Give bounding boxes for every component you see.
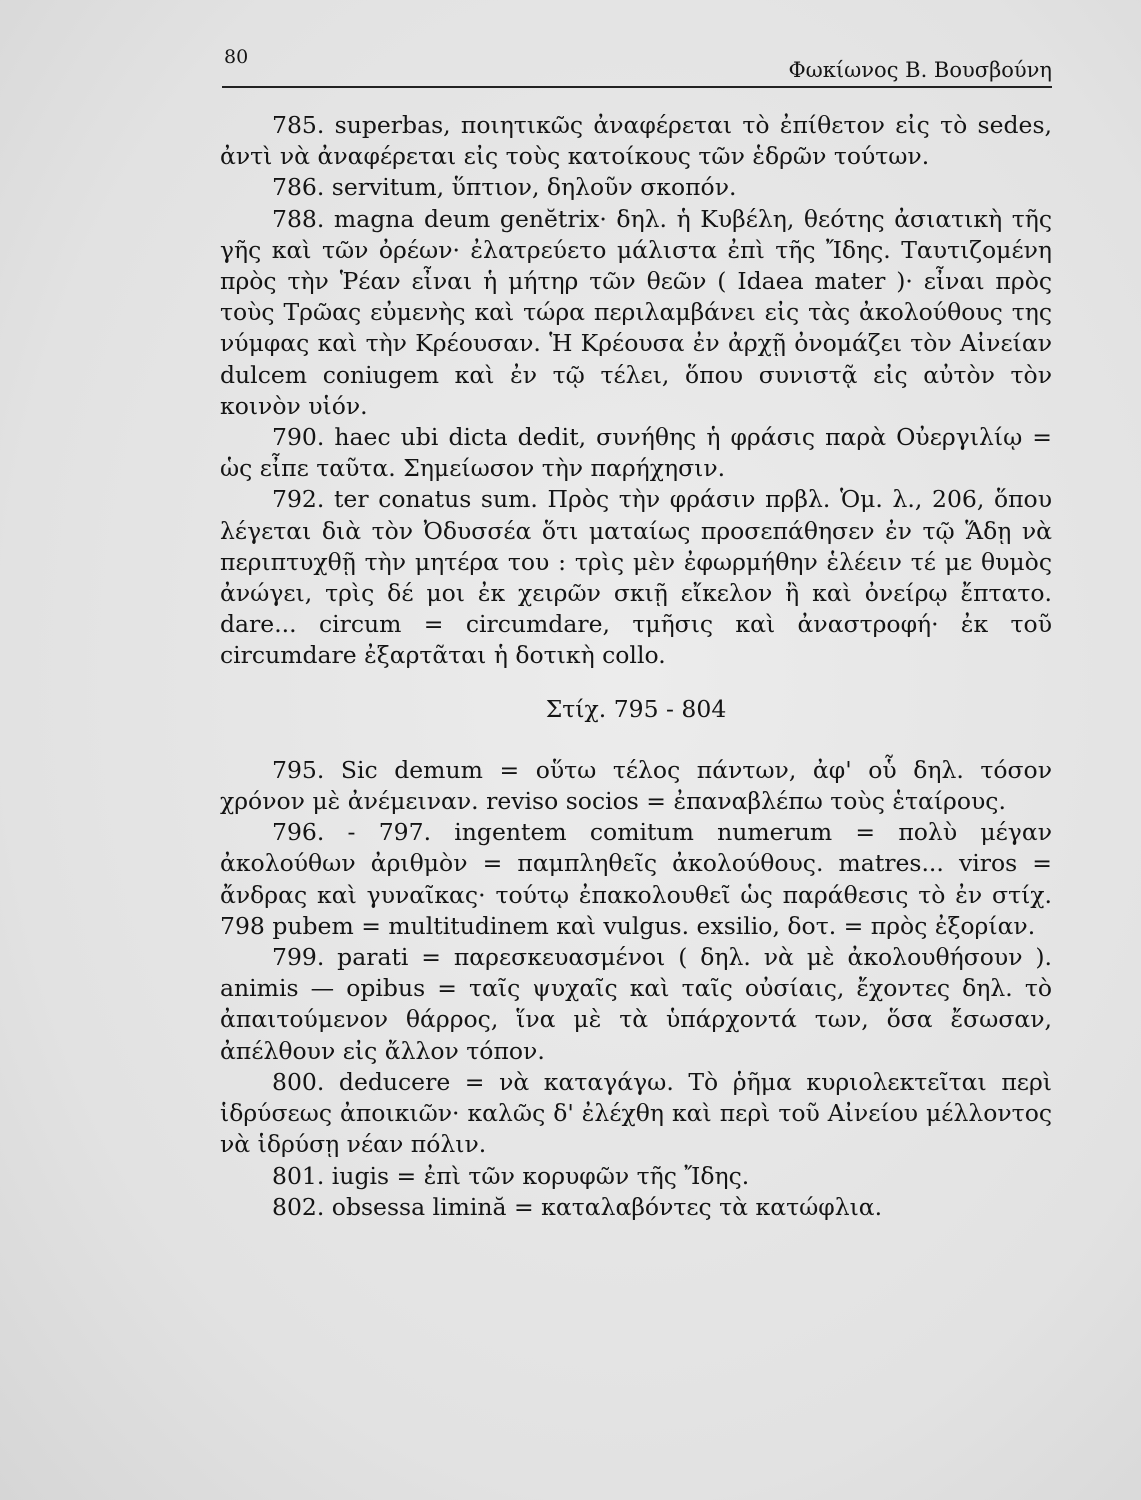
- note-795: 795. Sic demum = οὕτω τέλος πάντων, ἀφ' οὗ δηλ. τόσον χρόνον μὲ ἀνέμειναν. reviso socios = ἐπαναβλέπω τοὺς ἑταίρους.: [220, 755, 1052, 816]
- note-786: 786. servitum, ὕπτιον, δηλοῦν σκοπόν.: [272, 173, 737, 202]
- commentary-body: [220, 110, 1052, 1223]
- page-header: [222, 46, 1052, 86]
- note-788: 788. magna deum genĕtrix· δηλ. ἡ Κυβέλη, θεότης ἀσιατικὴ τῆς γῆς καὶ τῶν ὀρέων· ἐλατρεύετο μάλιστα ἐπὶ τῆς Ἴδης. Ταυτιζομένη πρὸς τὴν Ῥέαν εἶναι ἡ μήτηρ τῶν θεῶν ( Idaea mater )· εἶναι πρὸς τοὺς Τρῶας εὐμενὴς καὶ τώρα περιλαμβάνει εἰς τὰς ἀκολούθους της νύμφας καὶ τὴν Κρέουσαν. Ἡ Κρέουσα ἐν ἀρχῇ ὀνομάζει τὸν Αἰνείαν dulcem coniugem καὶ ἐν τῷ τέλει, ὅπου συνιστᾷ εἰς αὐτὸν τὸν κοινὸν υἱόν.: [220, 204, 1052, 420]
- note-801: 801. iugis = ἐπὶ τῶν κορυφῶν τῆς Ἴδης.: [272, 1161, 750, 1190]
- note-792: 792. ter conatus sum. Πρὸς τὴν φράσιν πρβλ. Ὁμ. λ., 206, ὅπου λέγεται διὰ τὸν Ὀδυσσέα ὅτι ματαίως προσεπάθησεν ἐν τῷ Ἅδῃ νὰ περιπτυχθῇ τὴν μητέρα του : τρὶς μὲν ἐφωρμήθην ἑλέειν τέ με θυμὸς ἀνώγει, τρὶς δέ μοι ἐκ χειρῶν σκιῇ εἴκελον ἢ καὶ ὀνείρῳ ἔπτατο. dare... circum = circumdare, τμῆσις καὶ ἀναστροφή· ἐκ τοῦ circumdare ἐξαρτᾶται ἡ δοτικὴ collo.: [220, 485, 1052, 670]
- header-rule: [222, 86, 1052, 88]
- note-802: 802. obsessa limină = καταλαβόντες τὰ κατώφλια.: [272, 1192, 883, 1221]
- running-head: Φωκίωνος Β. Βουσβούνη: [788, 58, 1052, 82]
- note-800: 800. deducere = νὰ καταγάγω. Τὸ ῥῆμα κυριολεκτεῖται περὶ ἱδρύσεως ἀποικιῶν· καλῶς δ' ἐλέχθη καὶ περὶ τοῦ Αἰνείου μέλλοντος νὰ ἱδρύσῃ νέαν πόλιν.: [220, 1067, 1052, 1159]
- page-number: 80: [224, 46, 249, 68]
- section-heading: Στίχ. 795 - 804: [545, 694, 727, 723]
- note-799: 799. parati = παρεσκευασμένοι ( δηλ. νὰ μὲ ἀκολουθήσουν ). animis — opibus = ταῖς ψυχαῖς καὶ ταῖς οὐσίαις, ἔχοντες δηλ. τὸ ἀπαιτούμενον θάρρος, ἵνα μὲ τὰ ὑπάρχοντά των, ὅσα ἔσωσαν, ἀπέλθουν εἰς ἄλλον τόπον.: [220, 943, 1052, 1065]
- note-785: 785. superbas, ποιητικῶς ἀναφέρεται τὸ ἐπίθετον εἰς τὸ sedes, ἀντὶ νὰ ἀναφέρεται εἰς τοὺς κατοίκους τῶν ἑδρῶν τούτων.: [220, 111, 1052, 171]
- note-790: 790. haec ubi dicta dedit, συνήθης ἡ φράσις παρὰ Οὐεργιλίῳ = ὡς εἶπε ταῦτα. Σημείωσον τὴν παρήχησιν.: [220, 423, 1052, 483]
- note-796-797: 796. - 797. ingentem comitum numerum = πολὺ μέγαν ἀκολούθων ἀριθμὸν = παμπληθεῖς ἀκολούθους. matres... viros = ἄνδρας καὶ γυναῖκας· τούτῳ ἐπακολουθεῖ ὡς παράθεσις τὸ ἐν στίχ. 798 pubem = multitudinem καὶ vulgus. exsilio, δοτ. = πρὸς ἐξορίαν.: [220, 818, 1052, 940]
